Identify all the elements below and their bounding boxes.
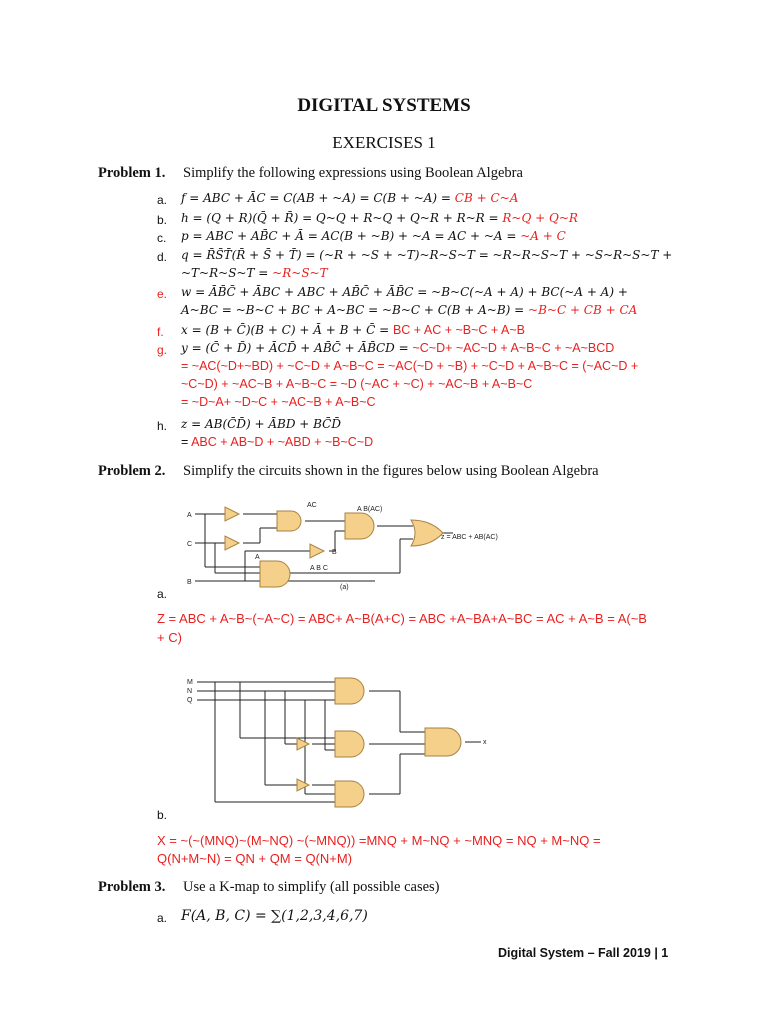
problem-3-label: Problem 3. [98, 879, 166, 895]
answer-text: ~C~D+ ~AC~D + A~B~C + ~A~BCD [412, 341, 615, 355]
expression-text: q = R̄S̄T̄(R̄ + S̄ + T̄) = (~R + ~S + ~T)~R~S~T = ~R~R~S~T + ~S~R~S~T + [181, 248, 673, 262]
circuit-a-input-a: A [187, 512, 192, 519]
problem-3-letter: a. [157, 911, 168, 925]
circuit-a-output-label: z = ABC + AB(AC) [441, 534, 498, 541]
problem-1-item-letter: h. [157, 419, 168, 433]
problem-3-expr: F(A, B, C) = ∑(1,2,3,4,6,7) [181, 908, 368, 924]
nand-gate-icon [425, 728, 461, 756]
circuit-b-input-q: Q [187, 697, 193, 704]
expression-text: h = (Q + R)(Q̄ + R̄) = Q~Q + R~Q + Q~R + R~R = [181, 211, 503, 225]
and-gate-icon [345, 513, 374, 539]
not-gate-icon [225, 507, 239, 521]
expression-text: p = ABC + AB̄C + Ā = AC(B + ~B) + ~A = AC + ~A = [181, 229, 521, 243]
answer-text: ~R~S~T [272, 266, 328, 280]
nand-gate-icon [335, 731, 364, 757]
footer-text: Digital System – Fall 2019 | [498, 946, 662, 960]
answer-text: ~B~C + CB + CA [528, 303, 638, 317]
problem-1-item-letter: c. [157, 231, 167, 245]
problem-1-line [181, 377, 532, 391]
answer-text: CB + C~A [454, 191, 519, 205]
problem-1-line [181, 435, 373, 449]
not-gate-icon [225, 536, 239, 550]
problem-1-line [181, 266, 328, 280]
circuit-a-input-b: B [187, 579, 192, 586]
problem-1-item-letter: a. [157, 193, 168, 207]
answer-text: ABC + AB~D + ~ABD + ~B~C~D [191, 435, 374, 449]
not-gate-icon [310, 544, 324, 558]
problem-1-item-letter: e. [157, 287, 168, 301]
expression-text: f = ABC + ĀC = C(AB + ~A) = C(B + ~A) = [181, 191, 455, 205]
circuit-a-label-abc: A B C [310, 565, 328, 572]
circuit-a-label-abac: A B(AC) [357, 506, 383, 513]
problem-1-line [181, 211, 578, 225]
answer-text: R~Q + Q~R [502, 211, 578, 225]
circuit-a-answer: Z = ABC + A~B~(~A~C) = ABC+ A~B(A+C) = ABC +A~BA+A~BC = AC + A~B = A(~B [157, 611, 647, 626]
circuit-b-input-n: N [187, 688, 193, 695]
circuit-b-diagram [185, 674, 505, 814]
not-gate-icon [297, 738, 309, 750]
circuit-a-label-b: B [332, 549, 337, 556]
page-title: DIGITAL SYSTEMS [297, 95, 471, 116]
problem-1-text: Simplify the following expressions using Boolean Algebra [183, 165, 523, 181]
problem-1-line [181, 395, 376, 409]
problem-1-line [181, 359, 638, 373]
expression-text: x = (B + C̄)(B + C) + Ā + B + C̄ = [181, 323, 393, 337]
circuit-a-answer-cont: + C) [157, 630, 182, 645]
answer-text: ~A + C [520, 229, 566, 243]
problem-1-label: Problem 1. [98, 165, 166, 181]
circuit-b-letter: b. [157, 808, 168, 822]
problem-1-item-letter: g. [157, 343, 168, 357]
circuit-a-diagram [185, 497, 505, 592]
problem-3-text: Use a K-map to simplify (all possible cases) [183, 879, 440, 895]
expression-text: y = (C̄ + D̄) + ĀCD̄ + AB̄C̄ + ĀB̄CD = [181, 341, 413, 355]
answer-text: BC + AC + ~B~C + A~B [392, 323, 525, 337]
circuit-a-input-c: C [187, 541, 193, 548]
problem-1-line [181, 323, 525, 337]
expression-text: A~BC = ~B~C + BC + A~BC = ~B~C + C(B + A~B) = [181, 303, 529, 317]
problem-1-line [181, 229, 566, 243]
circuit-b-answer: X = ~(~(MNQ)~(M~NQ) ~(~MNQ)) =MNQ + M~NQ + ~MNQ = NQ + M~NQ = [157, 833, 601, 848]
problem-1-item-letter: d. [157, 250, 168, 264]
nand-gate-icon [335, 678, 364, 704]
problem-1-line [181, 285, 628, 299]
problem-1-item-letter: f. [157, 325, 164, 339]
circuit-a-letter: a. [157, 587, 168, 601]
nand-gate-icon [335, 781, 364, 807]
expression-text: ~T~R~S~T = [181, 266, 273, 280]
page-subtitle: EXERCISES 1 [332, 133, 436, 152]
answer-text: ~C~D) + ~AC~B + A~B~C = ~D (~AC + ~C) + ~AC~B + A~B~C [181, 377, 533, 391]
page-footer [498, 946, 668, 960]
problem-2-label: Problem 2. [98, 463, 166, 479]
problem-1-item-letter: b. [157, 213, 168, 227]
problem-1-line [181, 341, 614, 355]
problem-1-line [181, 248, 672, 262]
circuit-a-caption: (a) [340, 584, 349, 591]
and-gate-icon [260, 561, 290, 587]
and-gate-icon [277, 511, 301, 531]
answer-text: = ~AC(~D+~BD) + ~C~D + A~B~C = ~AC(~D + ~B) + ~C~D + A~B~C = (~AC~D + [181, 359, 639, 373]
problem-1-line [181, 191, 518, 205]
expression-text: = [181, 435, 192, 449]
circuit-b-answer-cont: Q(N+M~N) = QN + QM = Q(N+M) [157, 851, 353, 866]
circuit-b-input-m: M [187, 679, 193, 686]
expression-text: w = ĀB̄C̄ + ĀBC + ABC + AB̄C̄ + ĀB̄C = ~B~C(~A + A) + BC(~A + A) + [181, 285, 628, 299]
not-gate-icon [297, 779, 309, 791]
problem-2-text: Simplify the circuits shown in the figures below using Boolean Algebra [183, 463, 599, 479]
expression-text: z = AB(C̄D̄) + ĀBD + BC̄D̄ [181, 417, 341, 431]
circuit-a-label-a: A [255, 554, 260, 561]
circuit-a-label-ac: AC [307, 502, 317, 509]
problem-1-line [181, 303, 637, 317]
footer-page-number: 1 [661, 946, 669, 960]
circuit-b-output: x [483, 739, 487, 746]
problem-1-line [181, 417, 341, 431]
answer-text: = ~D~A+ ~D~C + ~AC~B + A~B~C [181, 395, 376, 409]
or-gate-icon [411, 520, 443, 546]
